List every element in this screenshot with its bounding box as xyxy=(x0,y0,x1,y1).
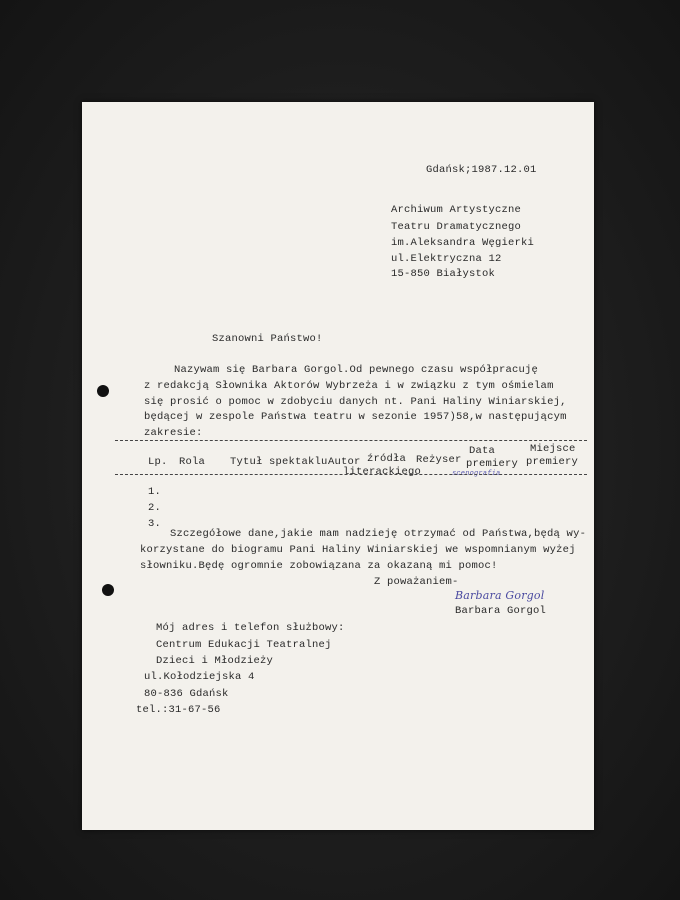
header-data: Data xyxy=(469,445,496,457)
table-row-number: 3. xyxy=(148,518,162,530)
salutation: Szanowni Państwo! xyxy=(212,333,323,345)
header-rezyser: Reżyser xyxy=(416,454,462,466)
header-data-2: premiery xyxy=(466,458,519,470)
table-row-number: 2. xyxy=(148,502,162,514)
header-tytul: Tytuł spektaklu xyxy=(230,456,328,468)
header-zrodla-2: literackiego xyxy=(343,466,422,478)
paragraph-line: Szczegółowe dane,jakie mam nadzieję otrzymać od Państwa,będą wy- xyxy=(170,528,587,540)
header-zrodla: źródła xyxy=(367,453,407,465)
paragraph-line: Nazywam się Barbara Gorgol.Od pewnego czasu współpracuję xyxy=(174,364,539,376)
sender-line: Centrum Edukacji Teatralnej xyxy=(156,639,332,651)
paragraph-line: słowniku.Będę ogromnie zobowiązana za okazaną mi pomoc! xyxy=(140,560,498,572)
handwritten-note: scenografia xyxy=(452,470,501,478)
typed-signature: Barbara Gorgol xyxy=(455,605,547,617)
sender-heading: Mój adres i telefon służbowy: xyxy=(156,622,345,634)
table-top-rule xyxy=(115,440,587,441)
sender-line: tel.:31-67-56 xyxy=(136,704,221,716)
handwritten-signature: Barbara Gorgol xyxy=(455,589,545,602)
header-lp: Lp. xyxy=(148,456,168,468)
paragraph-line: się prosić o pomoc w zdobyciu danych nt. Pani Haliny Winiarskiej, xyxy=(144,396,567,408)
punch-hole xyxy=(102,584,114,596)
letter-page xyxy=(82,102,594,830)
paragraph-line: zakresie: xyxy=(144,427,203,439)
header-miejsce: Miejsce xyxy=(530,443,576,455)
header-rola: Rola xyxy=(179,456,206,468)
sender-line: 80-836 Gdańsk xyxy=(144,688,229,700)
recipient-line: Teatru Dramatycznego xyxy=(391,221,522,233)
closing-phrase: Z poważaniem- xyxy=(374,576,459,588)
header-miejsce-2: premiery xyxy=(526,456,579,468)
paragraph-line: z redakcją Słownika Aktorów Wybrzeża i w związku z tym ośmielam xyxy=(144,380,554,392)
punch-hole xyxy=(97,385,109,397)
sender-line: Dzieci i Młodzieży xyxy=(156,655,274,667)
recipient-line: 15-850 Białystok xyxy=(391,268,496,280)
header-autor: Autor xyxy=(328,456,361,468)
recipient-line: ul.Elektryczna 12 xyxy=(391,253,502,265)
table-row-number: 1. xyxy=(148,486,162,498)
recipient-line: Archiwum Artystyczne xyxy=(391,204,522,216)
paragraph-line: będącej w zespole Państwa teatru w sezonie 1957)58,w następującym xyxy=(144,411,567,423)
table-bottom-rule xyxy=(115,474,587,475)
place-date: Gdańsk;1987.12.01 xyxy=(426,164,537,176)
paragraph-line: korzystane do biogramu Pani Haliny Winiarskiej we wspomnianym wyżej xyxy=(140,544,576,556)
recipient-line: im.Aleksandra Węgierki xyxy=(391,237,535,249)
sender-line: ul.Kołodziejska 4 xyxy=(144,671,255,683)
